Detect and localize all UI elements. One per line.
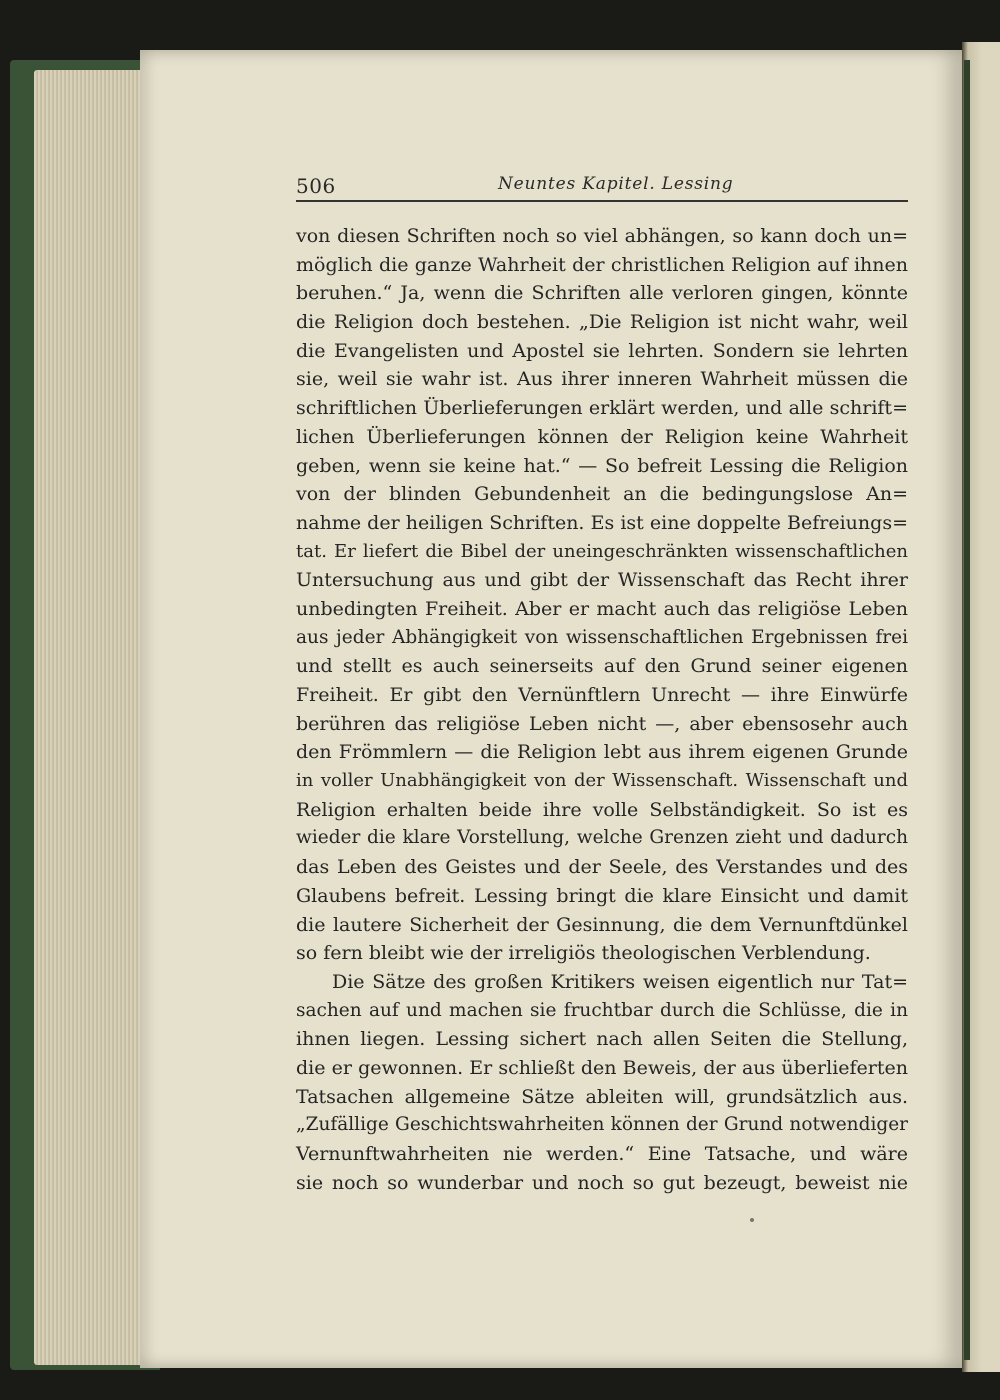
text-line: unbedingten Freiheit. Aber er macht auch das religiöse Leben [296, 597, 908, 620]
text-line: die lautere Sicherheit der Gesinnung, die dem Vernunftdünkel [296, 913, 908, 936]
running-head [296, 168, 908, 204]
text-line: die Evangelisten und Apostel sie lehrten. Sondern sie lehrten [296, 339, 908, 362]
paragraph-end-line: so fern bleibt wie der irreligiös theologischen Verblendung. [296, 942, 871, 965]
text-line: Religion erhalten beide ihre volle Selbständigkeit. So ist es [296, 798, 908, 821]
text-line: das Leben des Geistes und der Seele, des Verstandes und des [296, 856, 908, 879]
text-line: Vernunftwahrheiten nie werden.“ Eine Tatsache, und wäre [296, 1143, 908, 1165]
text-line: Freiheit. Er gibt den Vernünftlern Unrecht — ihre Einwürfe [296, 684, 908, 706]
text-line: in voller Unabhängigkeit von der Wissenschaft. Wissenschaft und [296, 770, 908, 792]
text-line: geben, wenn sie keine hat.“ — So befreit Lessing die Religion [296, 454, 908, 477]
text-line: sie, weil sie wahr ist. Aus ihrer inneren Wahrheit müssen die [296, 368, 908, 391]
text-line: tat. Er liefert die Bibel der uneingeschränkten wissenschaftlichen [296, 540, 908, 562]
text-line: nahme der heiligen Schriften. Es ist eine doppelte Befreiungs= [296, 511, 908, 534]
text-line: den Frömmlern — die Religion lebt aus ihrem eigenen Grunde [296, 741, 908, 764]
paper-speck [750, 1218, 754, 1222]
text-line: „Zufällige Geschichtswahrheiten können der Grund notwendiger [296, 1114, 908, 1136]
binding-strip [964, 60, 970, 1360]
text-line: die Religion doch bestehen. „Die Religion ist nicht wahr, weil [296, 311, 908, 334]
text-line: wieder die klare Vorstellung, welche Grenzen zieht und dadurch [296, 827, 908, 849]
text-line: die er gewonnen. Er schließt den Beweis, der aus überlieferten [296, 1056, 908, 1079]
text-line: möglich die ganze Wahrheit der christlichen Religion auf ihnen [296, 253, 908, 276]
text-line: aus jeder Abhängigkeit von wissenschaftlichen Ergebnissen frei [296, 626, 908, 648]
paragraph-start-line: Die Sätze des großen Kritikers weisen eigentlich nur Tat= [332, 970, 908, 993]
text-line: Glaubens befreit. Lessing bringt die klare Einsicht und damit [296, 884, 908, 907]
text-line: Tatsachen allgemeine Sätze ableiten will, grundsätzlich aus. [296, 1085, 908, 1108]
header-rule [296, 200, 908, 202]
text-line: schriftlichen Überlieferungen erklärt werden, und alle schrift= [296, 397, 908, 420]
text-line: berühren das religiöse Leben nicht —, aber ebensosehr auch [296, 712, 908, 735]
text-line: ihnen liegen. Lessing sichert nach allen Seiten die Stellung, [296, 1028, 908, 1051]
text-line: lichen Überlieferungen können der Religion keine Wahrheit [296, 425, 908, 448]
text-line: und stellt es auch seinerseits auf den Grund seiner eigenen [296, 655, 908, 678]
text-line: sachen auf und machen sie fruchtbar durch die Schlüsse, die in [296, 999, 908, 1021]
text-line: von der blinden Gebundenheit an die bedingungslose An= [296, 483, 908, 506]
chapter-title: Neuntes Kapitel. Lessing [498, 174, 734, 194]
text-line: beruhen.“ Ja, wenn die Schriften alle verloren gingen, könnte [296, 282, 908, 305]
text-line: sie noch so wunderbar und noch so gut bezeugt, beweist nie [296, 1171, 908, 1194]
body-text [296, 222, 908, 1197]
text-line: von diesen Schriften noch so viel abhängen, so kann doch un= [296, 225, 908, 247]
text-line: Untersuchung aus und gibt der Wissenschaft das Recht ihrer [296, 569, 908, 592]
page-number: 506 [296, 174, 336, 198]
